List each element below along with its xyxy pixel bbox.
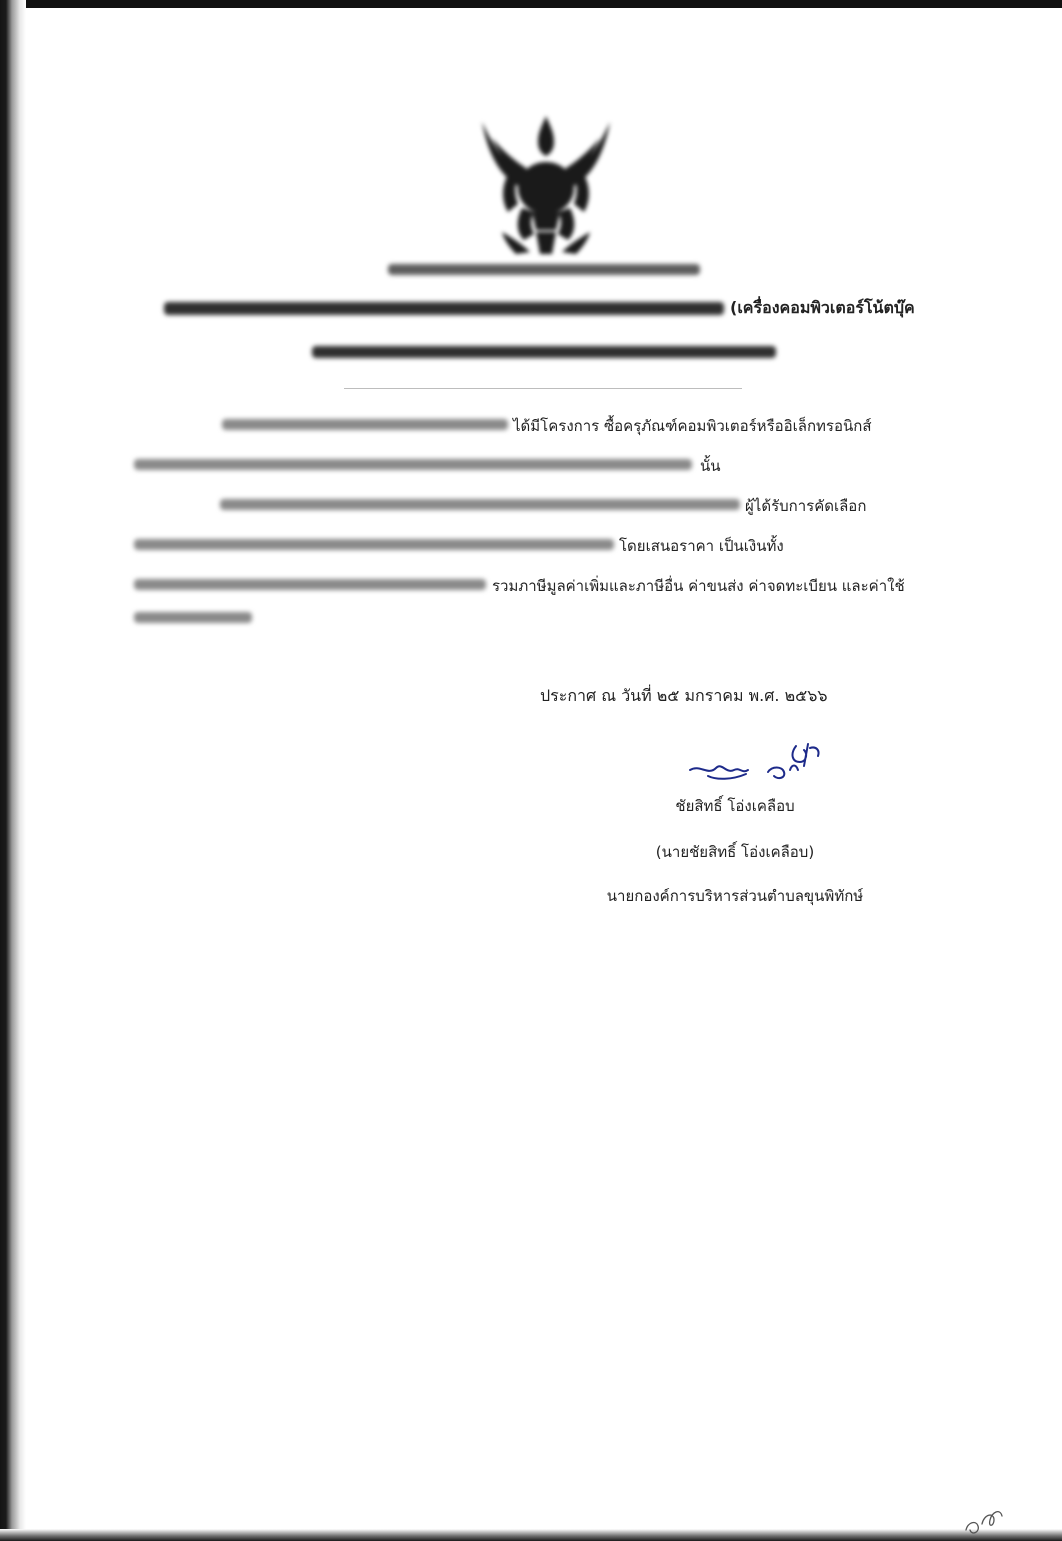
signer-full-name: (นายชัยสิทธิ์ โอ่งเคลือบ): [655, 843, 815, 861]
body-line6-blurred: [134, 612, 252, 623]
body-line4-fragment: โดยเสนอราคา เป็นเงินทั้ง: [619, 537, 784, 555]
handwritten-signature: [686, 740, 866, 790]
subject-line2-blurred: [312, 346, 776, 358]
body-line4-blurred: [134, 539, 614, 550]
body-line2-blurred: [134, 459, 692, 470]
scan-edge-top: [0, 0, 1062, 8]
body-line3-blurred: [220, 499, 740, 510]
body-line5-fragment: รวมภาษีมูลค่าเพิ่มและภาษีอื่น ค่าขนส่ง ค่าจดทะเบียน และค่าใช้: [492, 577, 905, 595]
signer-typed-name: ชัยสิทธิ์ โอ่งเคลือบ: [675, 797, 795, 815]
body-line3-fragment: ผู้ได้รับการคัดเลือก: [745, 497, 867, 515]
signer-position: นายกองค์การบริหารส่วนตำบลขุนพิทักษ์: [606, 887, 864, 905]
announcement-title-blurred: [388, 264, 700, 275]
subject-fragment: (เครื่องคอมพิวเตอร์โน้ตบุ๊ค: [730, 298, 915, 317]
garuda-emblem-icon: [472, 108, 620, 258]
announcement-date: ประกาศ ณ วันที่ ๒๕ มกราคม พ.ศ. ๒๕๖๖: [540, 686, 828, 705]
handwritten-page-number: [960, 1500, 1020, 1540]
scan-edge-left: [0, 0, 26, 1541]
body-line1-blurred: [222, 419, 508, 430]
body-line5-blurred: [134, 579, 486, 590]
heading-divider: [344, 388, 742, 389]
subject-text-blurred: [164, 302, 724, 315]
scan-edge-bottom: [0, 1529, 1062, 1541]
body-line1-fragment: ได้มีโครงการ ซื้อครุภัณฑ์คอมพิวเตอร์หรืออิเล็กทรอนิกส์: [513, 417, 872, 435]
body-line2-fragment: นั้น: [700, 457, 721, 475]
